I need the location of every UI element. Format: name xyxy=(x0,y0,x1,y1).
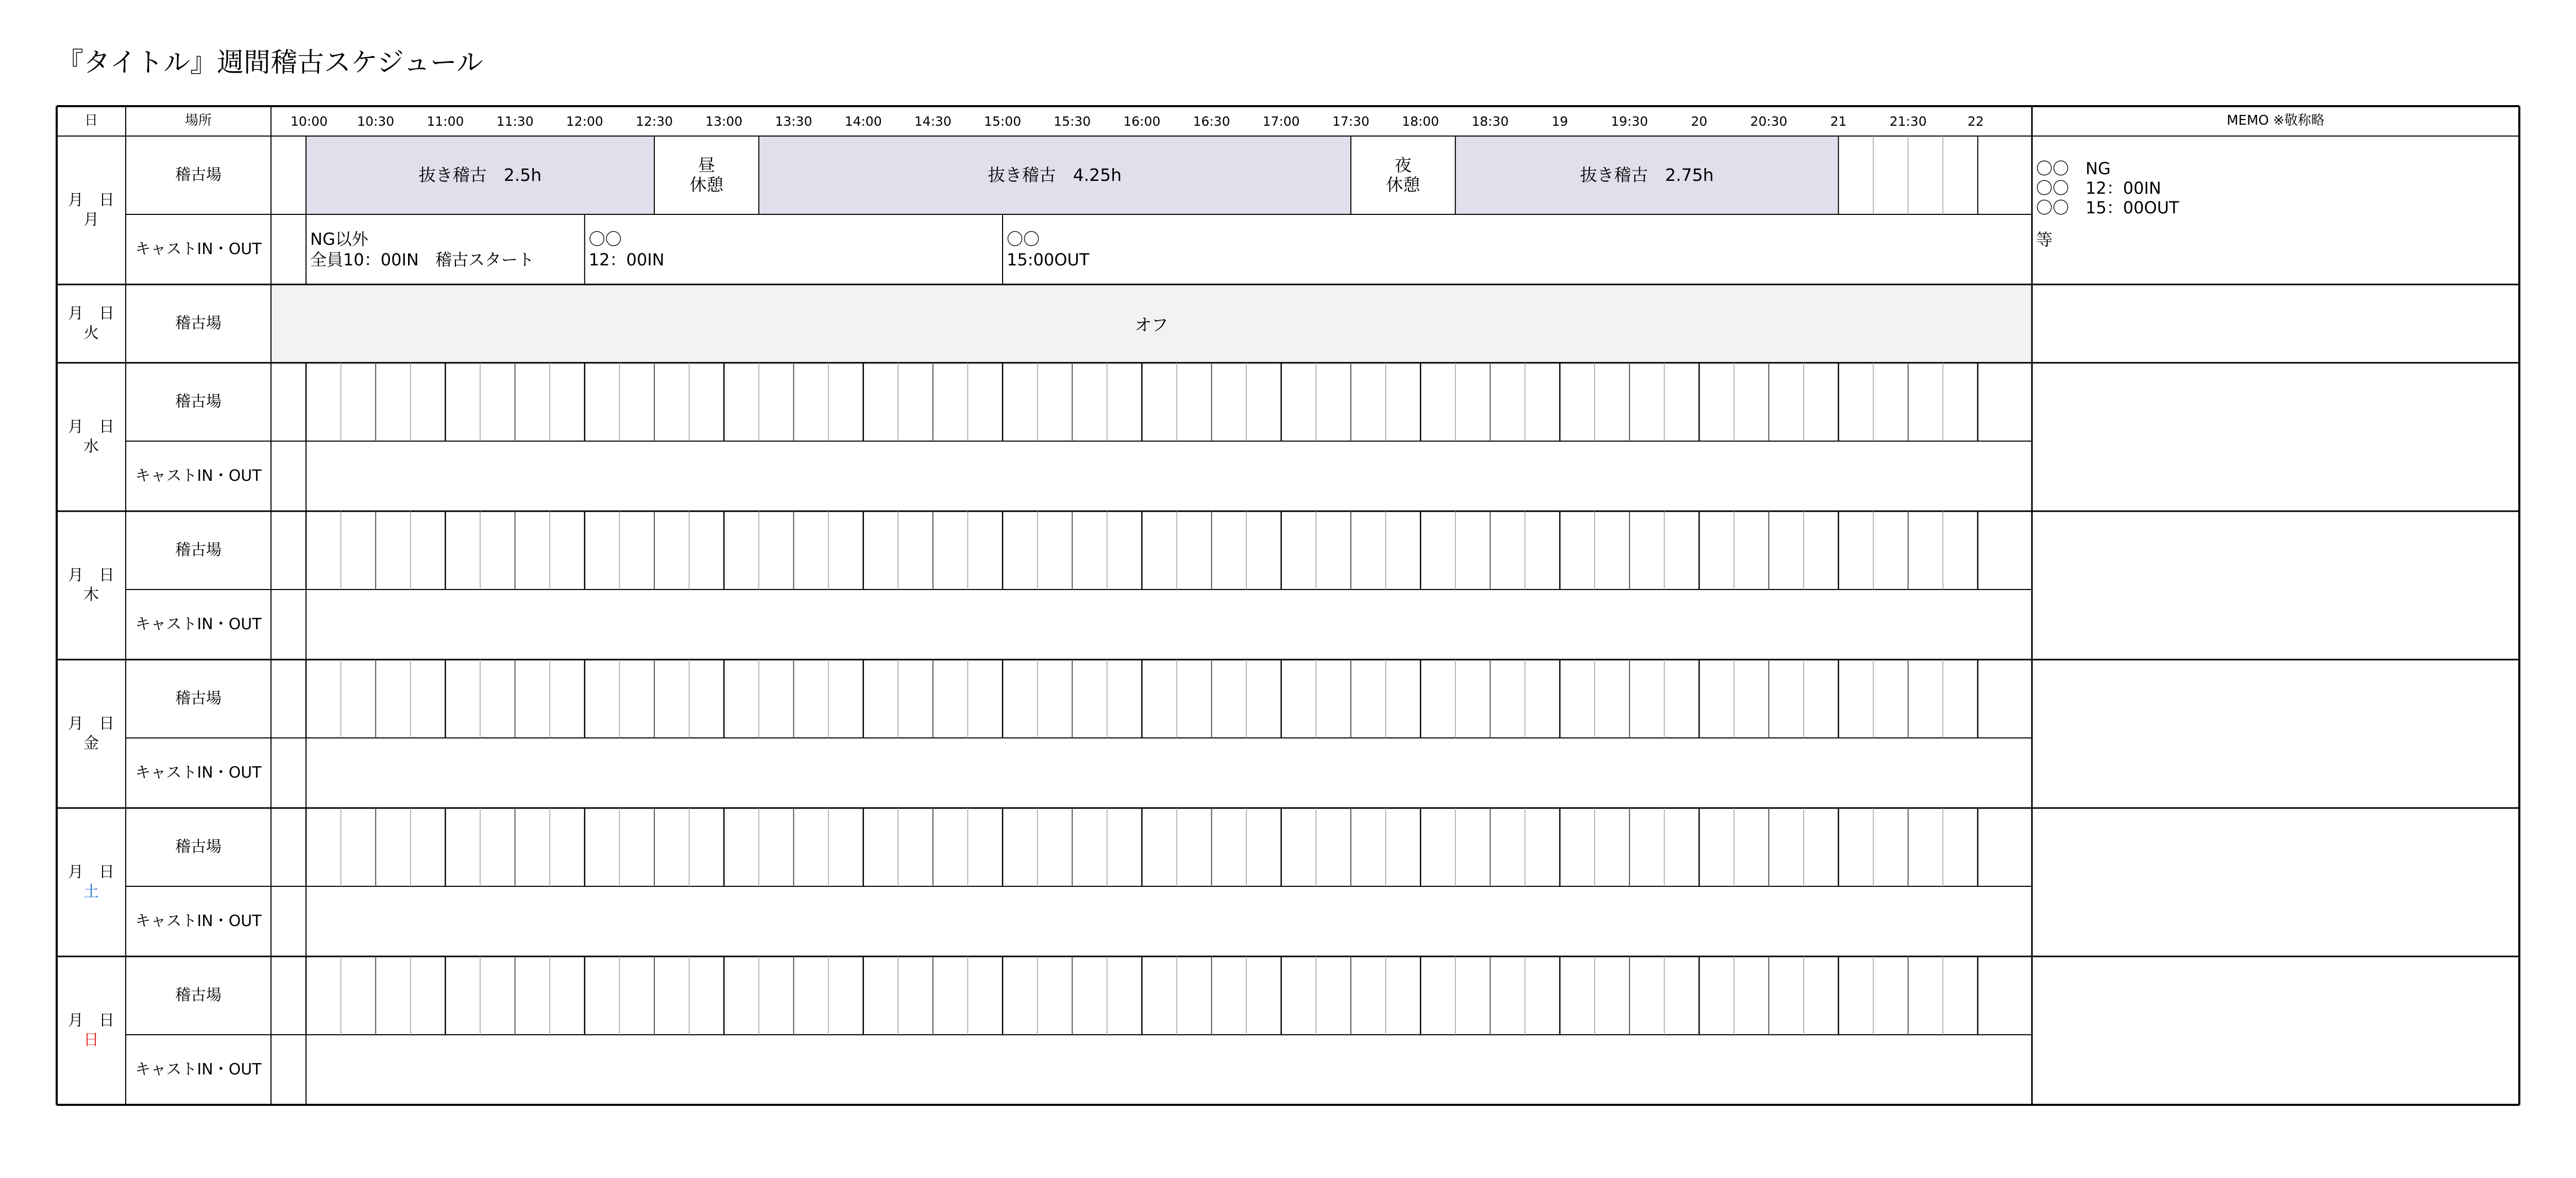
date-label: 月 日 xyxy=(68,566,114,584)
day-label xyxy=(57,417,126,457)
memo-line: 〇〇 15：00OUT xyxy=(2036,198,2179,217)
row-label-studio: 稽古場 xyxy=(175,393,222,411)
practice-block: 抜き稽古 2.5h xyxy=(418,165,542,186)
time-header-tick: 21 xyxy=(1830,113,1847,129)
cast-note-line: 全員10：00IN 稽古スタート xyxy=(310,250,534,270)
weekday-label: 土 xyxy=(83,883,99,901)
cast-note xyxy=(1007,229,1089,270)
time-header-tick: 19:30 xyxy=(1611,113,1648,129)
practice-block: 抜き稽古 2.75h xyxy=(1580,165,1714,186)
time-header-tick: 11:30 xyxy=(496,113,534,129)
cast-note xyxy=(589,229,665,270)
time-header-tick: 21:30 xyxy=(1889,113,1927,129)
day-label xyxy=(57,1011,126,1050)
time-header-tick: 14:30 xyxy=(914,113,952,129)
break-block: 夜 休憩 xyxy=(1386,155,1420,195)
off-label: オフ xyxy=(1134,314,1168,335)
row-label-studio: 稽古場 xyxy=(175,541,222,559)
date-label: 月 日 xyxy=(68,863,114,881)
cast-note-line: 〇〇 xyxy=(588,229,622,249)
day-label xyxy=(57,566,126,605)
header-place-label: 場所 xyxy=(184,113,212,129)
row-label-cast: キャストIN・OUT xyxy=(135,467,262,485)
cast-note-line: NG以外 xyxy=(310,229,368,249)
weekday-label: 日 xyxy=(83,1031,99,1049)
time-header-tick: 10:00 xyxy=(290,113,328,129)
row-label-studio: 稽古場 xyxy=(175,689,222,708)
time-header-tick: 14:00 xyxy=(844,113,882,129)
time-header-tick: 12:30 xyxy=(635,113,673,129)
cast-note-line: 12：00IN xyxy=(588,250,665,270)
header-memo-label: MEMO ※敬称略 xyxy=(2227,113,2325,129)
time-header-tick: 15:00 xyxy=(984,113,1022,129)
time-header-tick: 19 xyxy=(1551,113,1568,129)
memo-line: 〇〇 NG xyxy=(2036,159,2111,178)
header-day-label: 日 xyxy=(84,113,98,129)
weekday-label: 木 xyxy=(83,586,99,604)
date-label: 月 日 xyxy=(68,305,114,323)
cast-note-line: 〇〇 xyxy=(1007,229,1040,249)
date-label: 月 日 xyxy=(68,191,114,209)
weekday-label: 火 xyxy=(83,324,99,342)
time-header-tick: 12:00 xyxy=(566,113,603,129)
date-label: 月 日 xyxy=(68,1012,114,1030)
time-header-tick: 15:30 xyxy=(1054,113,1091,129)
time-header-tick: 18:00 xyxy=(1402,113,1439,129)
time-header-tick: 17:00 xyxy=(1262,113,1300,129)
day-label xyxy=(57,863,126,902)
row-label-studio: 稽古場 xyxy=(175,314,222,332)
time-header-tick: 16:00 xyxy=(1123,113,1161,129)
weekday-label: 月 xyxy=(83,211,99,229)
time-header-tick: 17:30 xyxy=(1332,113,1370,129)
day-label xyxy=(57,191,126,230)
memo-etc: 等 xyxy=(2036,230,2053,249)
time-header-tick: 18:30 xyxy=(1471,113,1509,129)
weekday-label: 水 xyxy=(83,437,99,456)
time-header-tick: 13:00 xyxy=(705,113,743,129)
day-label xyxy=(57,304,126,343)
practice-block: 抜き稽古 4.25h xyxy=(988,165,1122,186)
cast-note xyxy=(310,229,534,270)
time-header-tick: 20:30 xyxy=(1750,113,1788,129)
row-label-cast: キャストIN・OUT xyxy=(135,1061,262,1079)
time-header-tick: 11:00 xyxy=(427,113,464,129)
time-header-tick: 13:30 xyxy=(775,113,812,129)
row-label-cast: キャストIN・OUT xyxy=(135,240,262,258)
date-label: 月 日 xyxy=(68,715,114,733)
break-block: 昼 休憩 xyxy=(689,155,724,195)
row-label-cast: キャストIN・OUT xyxy=(135,615,262,633)
day-label xyxy=(57,714,126,753)
time-header-tick: 16:30 xyxy=(1193,113,1230,129)
page-title: 『タイトル』週間稽古スケジュール xyxy=(57,47,483,78)
time-header-tick: 22 xyxy=(1967,113,1984,129)
weekday-label: 金 xyxy=(83,734,99,752)
row-label-studio: 稽古場 xyxy=(175,838,222,856)
memo-notes xyxy=(2036,159,2179,249)
cast-note-line: 15:00OUT xyxy=(1007,250,1090,270)
row-label-cast: キャストIN・OUT xyxy=(135,912,262,930)
row-label-studio: 稽古場 xyxy=(175,986,222,1004)
memo-line: 〇〇 12：00IN xyxy=(2036,178,2161,198)
time-header-tick: 20 xyxy=(1691,113,1707,129)
time-header-tick: 10:30 xyxy=(357,113,395,129)
row-label-studio: 稽古場 xyxy=(175,166,222,184)
date-label: 月 日 xyxy=(68,418,114,436)
row-label-cast: キャストIN・OUT xyxy=(135,764,262,782)
